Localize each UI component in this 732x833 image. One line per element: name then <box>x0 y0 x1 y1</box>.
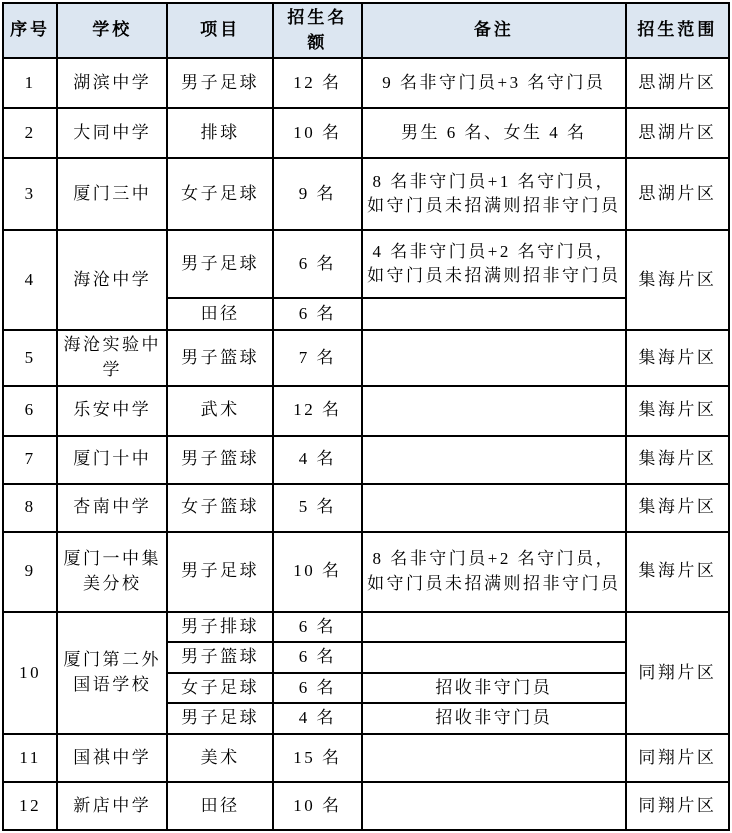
cell-sport: 男子篮球 <box>167 642 272 673</box>
cell-quota: 12 名 <box>273 386 362 436</box>
cell-quota: 10 名 <box>273 532 362 612</box>
cell-school: 大同中学 <box>57 108 167 158</box>
cell-area: 同翔片区 <box>626 782 729 830</box>
cell-quota: 9 名 <box>273 158 362 230</box>
table-row <box>3 734 729 782</box>
cell-area: 同翔片区 <box>626 734 729 782</box>
cell-sport: 男子足球 <box>167 532 272 612</box>
cell-remark <box>362 330 626 385</box>
cell-area: 集海片区 <box>626 436 729 484</box>
table-row <box>3 484 729 532</box>
cell-area: 集海片区 <box>626 484 729 532</box>
cell-quota: 15 名 <box>273 734 362 782</box>
cell-remark <box>362 298 626 330</box>
col-header-school: 学校 <box>57 3 167 58</box>
cell-no: 8 <box>3 484 57 532</box>
table-row <box>3 386 729 436</box>
cell-remark: 8 名非守门员+1 名守门员，如守门员未招满则招非守门员 <box>362 158 626 230</box>
cell-no: 6 <box>3 386 57 436</box>
cell-school: 乐安中学 <box>57 386 167 436</box>
cell-quota: 10 名 <box>273 782 362 830</box>
cell-sport: 田径 <box>167 782 272 830</box>
table-row <box>3 532 729 612</box>
col-header-quota: 招生名额 <box>273 3 362 58</box>
cell-sport: 男子足球 <box>167 230 272 298</box>
cell-quota: 6 名 <box>273 230 362 298</box>
cell-remark: 8 名非守门员+2 名守门员，如守门员未招满则招非守门员 <box>362 532 626 612</box>
cell-school: 厦门一中集美分校 <box>57 532 167 612</box>
cell-school: 新店中学 <box>57 782 167 830</box>
cell-sport: 男子篮球 <box>167 330 272 385</box>
cell-remark <box>362 612 626 643</box>
cell-remark <box>362 436 626 484</box>
cell-quota: 6 名 <box>273 612 362 643</box>
cell-sport: 男子排球 <box>167 612 272 643</box>
cell-quota: 5 名 <box>273 484 362 532</box>
cell-quota: 4 名 <box>273 436 362 484</box>
table-row <box>3 330 729 385</box>
cell-sport: 武术 <box>167 386 272 436</box>
cell-no: 11 <box>3 734 57 782</box>
cell-school: 厦门十中 <box>57 436 167 484</box>
cell-area: 集海片区 <box>626 386 729 436</box>
col-header-remark: 备注 <box>362 3 626 58</box>
cell-no: 4 <box>3 230 57 330</box>
cell-no: 12 <box>3 782 57 830</box>
table-row <box>3 108 729 158</box>
cell-remark <box>362 782 626 830</box>
cell-area: 集海片区 <box>626 330 729 385</box>
table-row <box>3 612 729 643</box>
cell-no: 9 <box>3 532 57 612</box>
cell-remark <box>362 642 626 673</box>
enrollment-table <box>2 2 730 831</box>
cell-school: 海沧实验中学 <box>57 330 167 385</box>
cell-remark: 招收非守门员 <box>362 673 626 704</box>
cell-area: 同翔片区 <box>626 612 729 735</box>
table-row <box>3 58 729 108</box>
cell-remark <box>362 734 626 782</box>
cell-sport: 女子足球 <box>167 673 272 704</box>
cell-area: 集海片区 <box>626 230 729 330</box>
cell-remark: 4 名非守门员+2 名守门员，如守门员未招满则招非守门员 <box>362 230 626 298</box>
cell-sport: 男子足球 <box>167 58 272 108</box>
cell-quota: 7 名 <box>273 330 362 385</box>
cell-sport: 男子足球 <box>167 703 272 734</box>
cell-school: 杏南中学 <box>57 484 167 532</box>
col-header-no: 序号 <box>3 3 57 58</box>
cell-remark <box>362 386 626 436</box>
cell-no: 2 <box>3 108 57 158</box>
col-header-area: 招生范围 <box>626 3 729 58</box>
cell-area: 集海片区 <box>626 532 729 612</box>
cell-sport: 女子篮球 <box>167 484 272 532</box>
cell-remark: 招收非守门员 <box>362 703 626 734</box>
cell-quota: 6 名 <box>273 298 362 330</box>
cell-school: 厦门第二外国语学校 <box>57 612 167 735</box>
cell-sport: 美术 <box>167 734 272 782</box>
cell-remark: 9 名非守门员+3 名守门员 <box>362 58 626 108</box>
cell-no: 10 <box>3 612 57 735</box>
cell-quota: 12 名 <box>273 58 362 108</box>
cell-area: 思湖片区 <box>626 158 729 230</box>
cell-remark <box>362 484 626 532</box>
cell-school: 国祺中学 <box>57 734 167 782</box>
col-header-sport: 项目 <box>167 3 272 58</box>
cell-school: 海沧中学 <box>57 230 167 330</box>
cell-sport: 田径 <box>167 298 272 330</box>
cell-quota: 6 名 <box>273 673 362 704</box>
cell-area: 思湖片区 <box>626 58 729 108</box>
cell-quota: 4 名 <box>273 703 362 734</box>
table-row <box>3 782 729 830</box>
cell-no: 3 <box>3 158 57 230</box>
cell-area: 思湖片区 <box>626 108 729 158</box>
table-header <box>3 3 729 58</box>
table-row <box>3 230 729 298</box>
cell-school: 厦门三中 <box>57 158 167 230</box>
cell-sport: 男子篮球 <box>167 436 272 484</box>
cell-remark: 男生 6 名、女生 4 名 <box>362 108 626 158</box>
cell-no: 5 <box>3 330 57 385</box>
cell-no: 7 <box>3 436 57 484</box>
cell-quota: 6 名 <box>273 642 362 673</box>
table-row <box>3 158 729 230</box>
table-row <box>3 436 729 484</box>
cell-no: 1 <box>3 58 57 108</box>
cell-school: 湖滨中学 <box>57 58 167 108</box>
header-row <box>3 3 729 58</box>
cell-sport: 排球 <box>167 108 272 158</box>
cell-quota: 10 名 <box>273 108 362 158</box>
cell-sport: 女子足球 <box>167 158 272 230</box>
